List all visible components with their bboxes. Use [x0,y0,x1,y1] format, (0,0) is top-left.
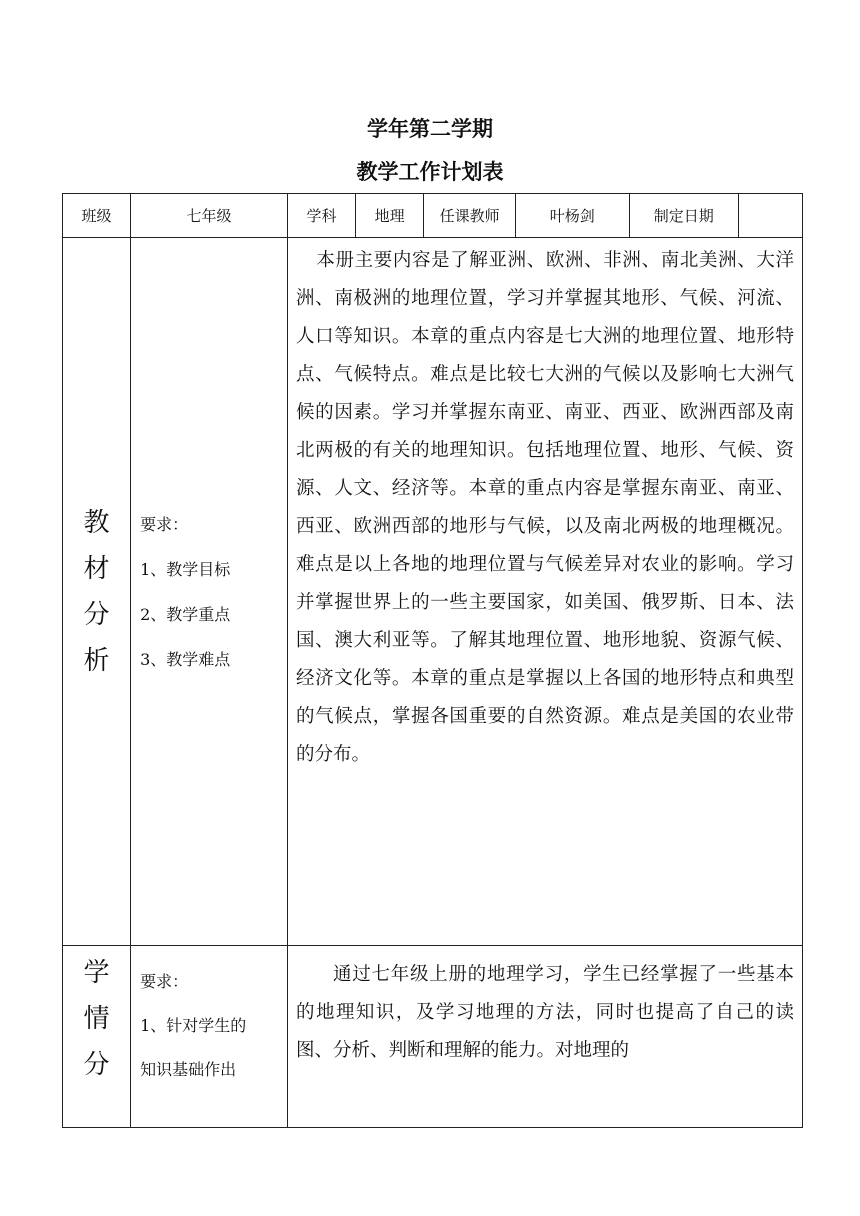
heading-char: 学 [83,958,110,988]
requirement-item: 要求： [140,972,189,991]
class-label: 班级 [63,194,131,238]
textbook-analysis-row [63,238,803,946]
document-subtitle: 教学工作计划表 [356,160,504,184]
requirement-item: 2、教学重点 [140,604,231,624]
header-row [63,194,803,238]
requirement-item: 知识基础作出 [140,1060,237,1079]
heading-char: 材 [83,553,110,584]
student-requirements [131,946,288,1128]
student-analysis-content [287,946,802,1128]
student-analysis-heading [63,946,131,1128]
student-analysis-text: 通过七年级上册的地理学习，学生已经掌握了一些基本的地理知识，及学习地理的方法，同时也提高了自己的读图、分析、判断和理解的能力。对地理的 [295,964,794,1061]
student-analysis-row [63,946,803,1128]
subject-label: 学科 [287,194,355,238]
heading-char: 分 [83,599,110,630]
date-value [738,194,802,238]
document-title: 学年第二学期 [367,117,493,141]
textbook-analysis-content [287,238,802,946]
heading-char: 析 [83,645,110,676]
requirement-item: 1、针对学生的 [140,1016,247,1035]
textbook-requirements [131,238,288,946]
heading-char: 教 [83,507,110,538]
date-label: 制定日期 [629,194,738,238]
plan-table [62,193,803,1128]
teacher-label: 任课教师 [424,194,516,238]
subject-value: 地理 [356,194,424,238]
requirement-item: 3、教学难点 [140,649,231,669]
textbook-analysis-heading [63,238,131,946]
textbook-analysis-text: 本册主要内容是了解亚洲、欧洲、非洲、南北美洲、大洋洲、南极洲的地理位置，学习并掌握其地形、气候、河流、人口等知识。本章的重点内容是七大洲的地理位置、地形特点、气候特点。难点是比较七大洲的气候以及影响七大洲气候的因素。学习并掌握东南亚、南亚、西亚、欧洲西部及南北两极的有关的地理知识。包括地理位置、地形、气候、资源、人文、经济等。本章的重点内容是掌握东南亚、南亚、西亚、欧洲西部的地形与气候，以及南北两极的地理概况。难点是以上各地的地理位置与气候差异对农业的影响。学习并掌握世界上的一些主要国家，如美国、俄罗斯、日本、法国、澳大利亚等。了解其地理位置、地形地貌、资源气候、经济文化等。本章的重点是掌握以上各国的地形特点和典型的气候点，掌握各国重要的自然资源。难点是美国的农业带的分布。 [295,250,794,765]
heading-char: 分 [83,1050,110,1080]
requirement-item: 要求： [140,514,189,534]
class-value: 七年级 [131,194,288,238]
heading-char: 情 [83,1004,110,1034]
requirement-item: 1、教学目标 [140,559,231,579]
teacher-value: 叶杨剑 [516,194,630,238]
